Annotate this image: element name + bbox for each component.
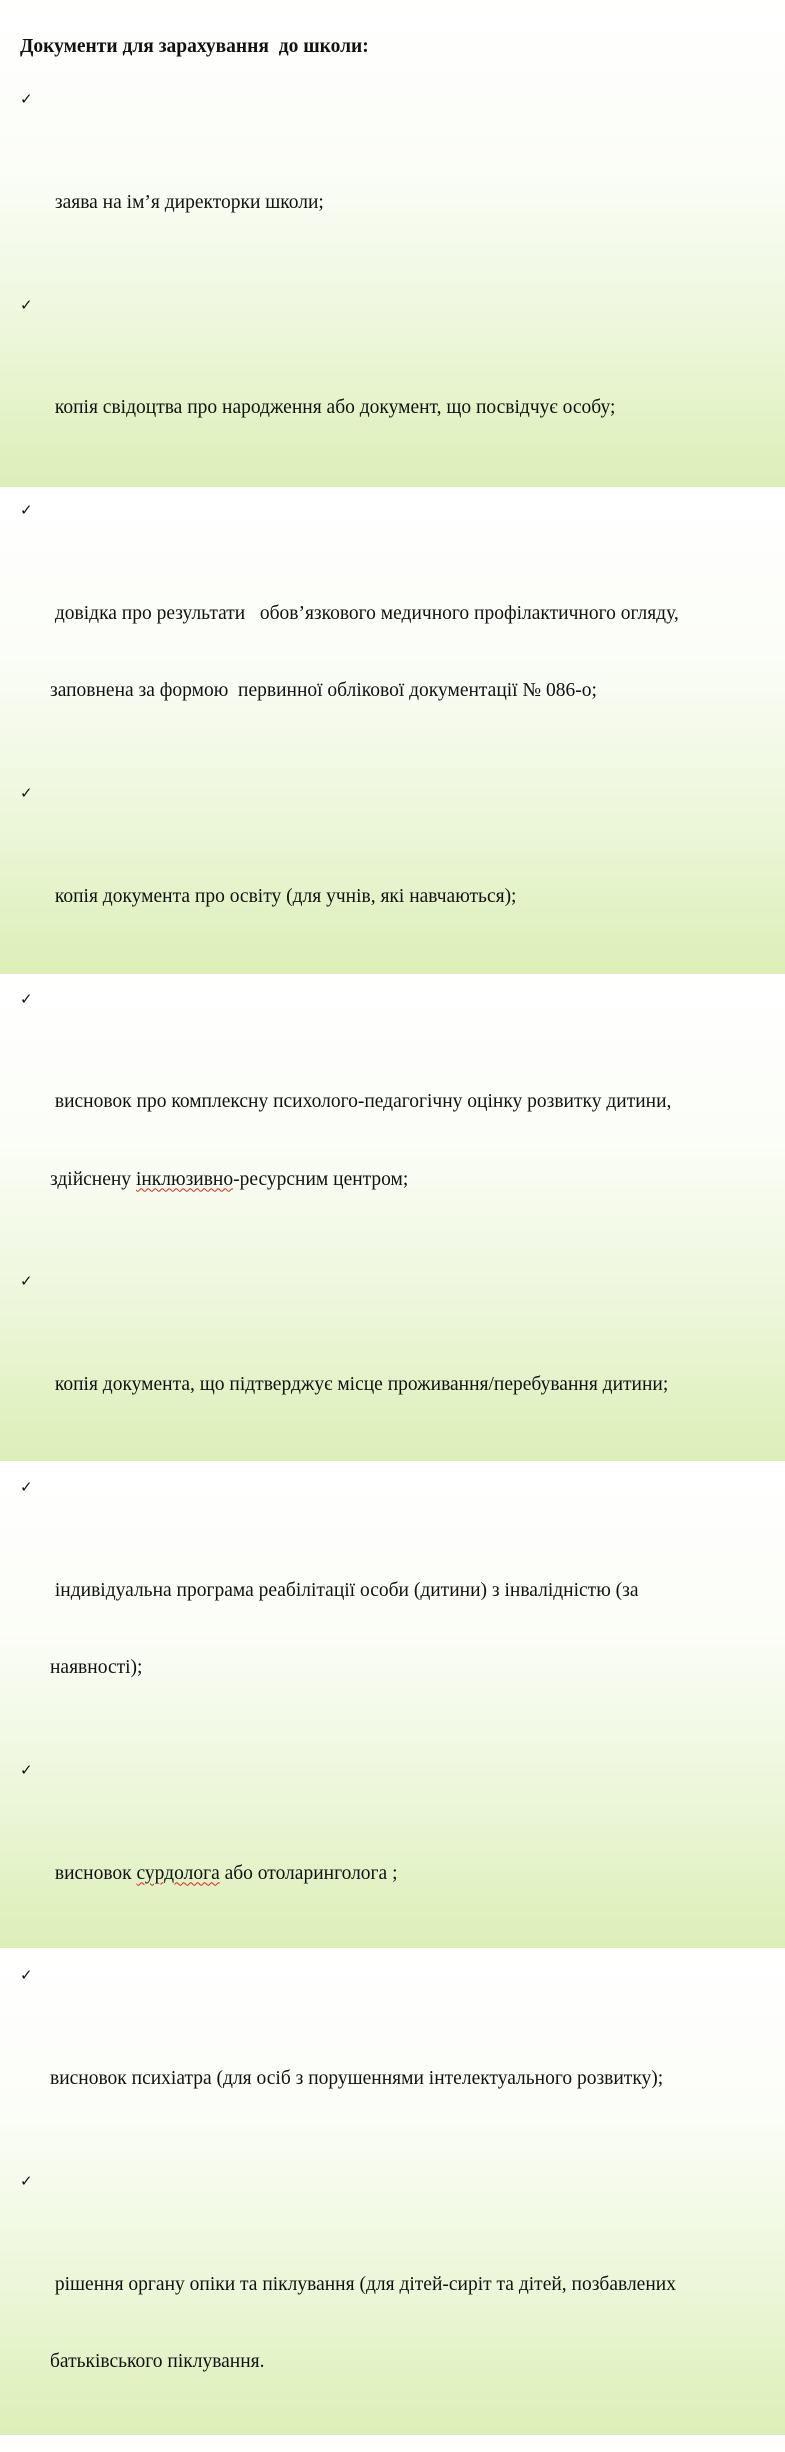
list-item [20,1963,780,2169]
list-item-line: висновок про комплексну психолого-педагогічну оцінку розвитку дитини, [50,1091,672,1113]
checkmark-icon: ✓ [20,90,33,108]
list-item [20,498,780,781]
list-item-line [50,1861,780,1887]
list-item-text [50,1837,780,1935]
checkmark-icon: ✓ [20,2171,33,2190]
text-fragment: -ресурсним центром; [233,1168,409,1190]
list-item-line: наявності); [50,1656,143,1678]
text-fragment: або отоларинголога ; [219,1862,398,1884]
list-item-line: батьківського піклування. [50,2350,265,2372]
list-item-line: довідка про результати обов’язкового медичного профілактичного огляду, [50,603,679,625]
list-item [20,1758,780,1964]
list-item-text [50,2042,780,2140]
checkmark-icon: ✓ [20,501,33,520]
list-item [20,87,780,293]
list-item-text [50,1554,780,1729]
list-item [20,2169,780,2452]
list-item [20,1475,780,1758]
checkmark-icon: ✓ [20,989,33,1008]
list-item-line: заповнена за формою первинної облікової документації № 086-о; [50,680,597,702]
text-fragment: здійснену [50,1168,136,1190]
list-item-text [50,1348,780,1446]
list-item [20,781,780,987]
checkmark-icon: ✓ [20,1477,33,1496]
list-item [20,987,780,1270]
checkmark-icon: ✓ [20,1272,33,1291]
list-item-line: висновок психіатра (для осіб з порушеннями інтелектуального розвитку); [50,2068,664,2090]
list-item-line: рішення органу опіки та піклування (для дітей-сиріт та дітей, позбавлених [50,2273,676,2295]
list-item-text [50,166,780,264]
list-item-line: копія свідоцтва про народження або документ, що посвідчує особу; [50,397,616,419]
checkmark-icon: ✓ [20,1760,33,1779]
documents-list [20,87,780,2452]
spellcheck-marked-word: інклюзивно [135,1168,234,1190]
checkmark-icon: ✓ [20,783,33,802]
list-item-line: індивідуальна програма реабілітації особи (дитини) з інвалідністю (за [50,1579,639,1601]
page-title: Документи для зарахування до школи: [20,36,369,57]
checkmark-icon: ✓ [20,295,33,314]
list-item-text [50,860,780,958]
list-item-line: заява на ім’я директорки школи; [50,191,324,213]
list-item-line: копія документа, що підтверджує місце проживання/перебування дитини; [50,1374,669,1396]
list-item-line: копія документа про освіту (для учнів, які навчаються); [50,885,517,907]
list-item-text [50,372,780,470]
list-item-text [50,2248,780,2423]
list-item-text [50,577,780,752]
spellcheck-marked-word: сурдолога [136,1862,220,1884]
list-item [20,1269,780,1475]
list-item [20,293,780,499]
checkmark-icon: ✓ [20,1966,33,1985]
list-item-line [50,1167,780,1193]
list-item-text [50,1066,780,1241]
text-fragment: висновок [50,1862,137,1884]
